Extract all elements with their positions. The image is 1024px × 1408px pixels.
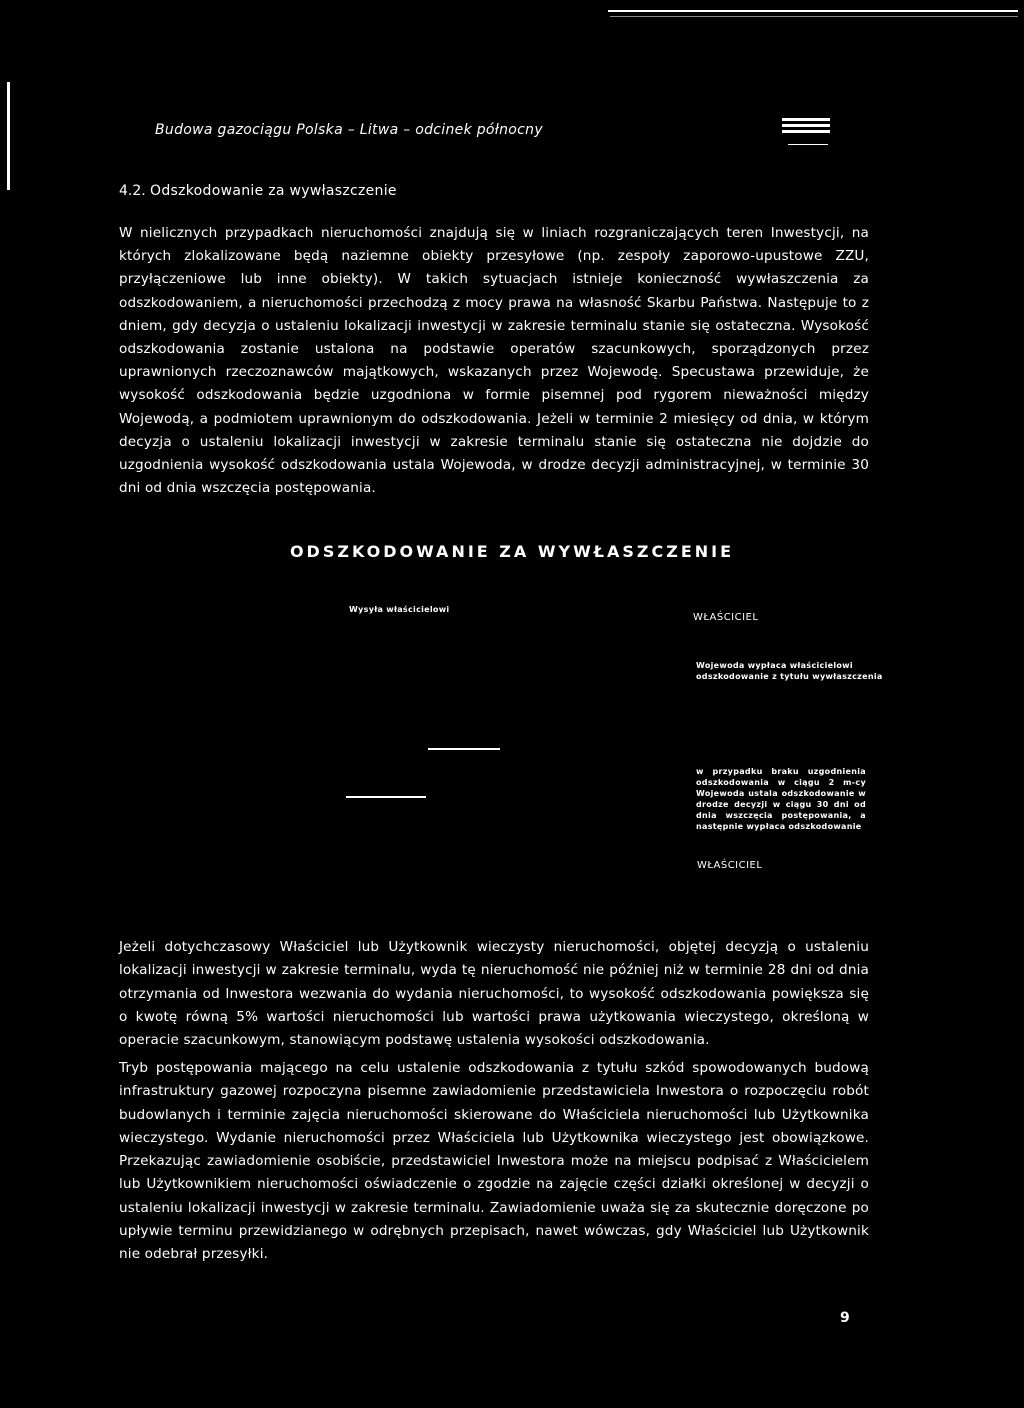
diagram-owner-bottom: WŁAŚCICIEL: [697, 860, 763, 871]
header-title: Budowa gazociągu Polska – Litwa – odcinek północny: [155, 122, 543, 138]
page-number: 9: [840, 1310, 850, 1326]
diagram-wojewoda-pays: Wojewoda wypłaca właścicielowi odszkodowanie z tytułu wywłaszczenia: [696, 661, 883, 681]
paragraph-procedure: Tryb postępowania mającego na celu ustalenie odszkodowania z tytułu szkód spowodowanych budową infrastruktury gazowej rozpoczyna pisemne zawiadomienie przedstawiciela Inwestora o rozpoczęciu robót budowlanych i terminie zajęcia nieruchomości skierowane do Właściciela nieruchomości lub Użytkownika wieczystego. Wydanie nieruchomości przez Właściciela lub Użytkownika wieczystego jest obowiązkowe. Przekazując zawiadomienie osobiście, przedstawiciel Inwestora może na miejscu podpisać z Właścicielem lub Użytkownikiem nieruchomości oświadczenie o zgodzie na zajęcie części działki określonej w decyzji o ustaleniu lokalizacji inwestycji w zakresie terminalu. Zawiadomienie uważa się za skutecznie doręczone po upływie terminu przewidzianego w odrębnych przepisach, nawet wówczas, gdy Właściciel lub Użytkownik nie odebrał przesyłki.: [119, 1060, 869, 1263]
company-logo: [782, 118, 830, 148]
section-number: 4.2.: [119, 183, 146, 199]
diagram-no-agreement: w przypadku braku uzgodnienia odszkodowania w ciągu 2 m-cy Wojewoda ustala odszkodowanie w drodze decyzji w ciągu 30 dni od dnia wszczęcia postępowania, a następnie wypłaca odszkodowanie: [696, 767, 866, 831]
logo-bar-2: [782, 124, 830, 127]
diagram-connector-2: [346, 796, 426, 798]
logo-bar-3: [782, 130, 830, 133]
top-rule-thin: [610, 16, 1018, 17]
paragraph-bonus: Jeżeli dotychczasowy Właściciel lub Użytkownik wieczysty nieruchomości, objętej decyzją o ustaleniu lokalizacji inwestycji w zakresie terminalu, wyda tę nieruchomość nie później niż w terminie 28 dni od dnia otrzymania od Inwestora wezwania do wydania nieruchomości, to wysokość odszkodowania powiększa się o kwotę równą 5% wartości nieruchomości lub wartości prawa użytkowania wieczystego, określoną w operacie szacunkowym, stanowiącym podstawę ustalenia wysokości odszkodowania.: [119, 939, 869, 1049]
section-title: Odszkodowanie za wywłaszczenie: [150, 183, 397, 199]
top-rule: [608, 10, 1018, 12]
margin-bar: [7, 82, 10, 190]
logo-underline: [788, 144, 828, 145]
logo-bar-1: [782, 118, 830, 121]
diagram-connector-1: [428, 748, 500, 750]
diagram-title: ODSZKODOWANIE ZA WYWŁASZCZENIE: [289, 542, 735, 561]
paragraph-expropriation: W nielicznych przypadkach nieruchomości znajdują się w liniach rozgraniczających teren Inwestycji, na których zlokalizowane będą naziemne obiekty przesyłowe (np. zespoły zaporowo-upustowe ZZU, przyłączeniowe lub inne obiekty). W takich sytuacjach istnieje konieczność wywłaszczenia za odszkodowaniem, a nieruchomości przechodzą z mocy prawa na własność Skarbu Państwa. Następuje to z dniem, gdy decyzja o ustaleniu lokalizacji inwestycji w zakresie terminalu stanie się ostateczna. Wysokość odszkodowania zostanie ustalona na podstawie operatów szacunkowych, sporządzonych przez uprawnionych rzeczoznawców majątkowych, wskazanych przez Wojewodę. Specustawa przewiduje, że wysokość odszkodowania będzie uzgodniona w formie pisemnej pod rygorem nieważności między Wojewodą, a podmiotem uprawnionym do odszkodowania. Jeżeli w terminie 2 miesięcy od dnia, w którym decyzja o ustaleniu lokalizacji inwestycji w zakresie terminalu stanie się ostateczna nie dojdzie do uzgodnienia wysokość odszkodowania ustala Wojewoda, w drodze decyzji administracyjnej, w terminie 30 dni od dnia wszczęcia postępowania.: [119, 225, 869, 497]
diagram-owner-top: WŁAŚCICIEL: [693, 612, 759, 623]
diagram-sends-label: Wysyła właścicielowi: [349, 605, 450, 614]
